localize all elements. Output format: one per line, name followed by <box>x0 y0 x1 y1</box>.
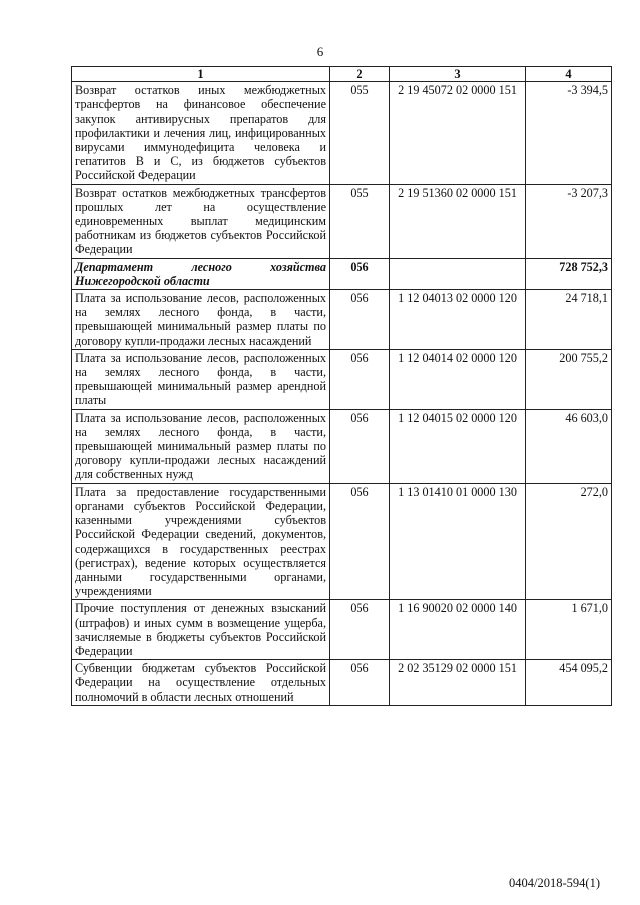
row-name: Плата за использование лесов, расположенных на землях лесного фонда, в части, превышающей минимальный размер платы по договору купли-продажи лесных насаждений <box>72 290 330 350</box>
row-amount: 200 755,2 <box>526 349 612 409</box>
document-id: 0404/2018-594(1) <box>509 876 600 890</box>
table-row <box>72 184 612 258</box>
row-head-code: 056 <box>330 660 390 706</box>
row-budget-code: 2 19 51360 02 0000 151 <box>390 184 526 258</box>
row-head-code: 056 <box>330 258 390 289</box>
row-amount: 272,0 <box>526 483 612 600</box>
department-row <box>72 258 612 289</box>
row-head-code: 055 <box>330 184 390 258</box>
row-budget-code <box>390 258 526 289</box>
row-amount: 24 718,1 <box>526 290 612 350</box>
table-row <box>72 82 612 184</box>
row-name: Плата за использование лесов, расположенных на землях лесного фонда, в части, превышающей минимальный размер арендной платы <box>72 349 330 409</box>
column-header-1: 1 <box>72 67 330 82</box>
table-row <box>72 409 612 483</box>
row-budget-code: 1 13 01410 01 0000 130 <box>390 483 526 600</box>
row-amount: 1 671,0 <box>526 600 612 660</box>
table-row <box>72 483 612 600</box>
table-row <box>72 600 612 660</box>
row-budget-code: 2 02 35129 02 0000 151 <box>390 660 526 706</box>
row-head-code: 056 <box>330 600 390 660</box>
row-amount: -3 394,5 <box>526 82 612 184</box>
row-head-code: 056 <box>330 290 390 350</box>
row-name: Субвенции бюджетам субъектов Российской Федерации на осуществление отдельных полномочий в области лесных отношений <box>72 660 330 706</box>
column-header-3: 3 <box>390 67 526 82</box>
department-name: Департамент лесного хозяйства Нижегородской области <box>72 258 330 289</box>
row-budget-code: 1 12 04014 02 0000 120 <box>390 349 526 409</box>
column-header-4: 4 <box>526 67 612 82</box>
row-budget-code: 2 19 45072 02 0000 151 <box>390 82 526 184</box>
row-name: Возврат остатков иных межбюджетных трансфертов на финансовое обеспечение закупок антивирусных препаратов для профилактики и лечения лиц, инфицированных вирусами иммунодефицита человека и гепатитов В и С, из бюджетов субъектов Российской Федерации <box>72 82 330 184</box>
row-amount: 454 095,2 <box>526 660 612 706</box>
table-row <box>72 290 612 350</box>
row-head-code: 056 <box>330 483 390 600</box>
table-header-row <box>72 67 612 82</box>
row-head-code: 055 <box>330 82 390 184</box>
row-budget-code: 1 16 90020 02 0000 140 <box>390 600 526 660</box>
row-head-code: 056 <box>330 349 390 409</box>
row-name: Прочие поступления от денежных взысканий (штрафов) и иных сумм в возмещение ущерба, зачисляемые в бюджеты субъектов Российской Федерации <box>72 600 330 660</box>
column-header-2: 2 <box>330 67 390 82</box>
department-total: 728 752,3 <box>526 258 612 289</box>
row-amount: -3 207,3 <box>526 184 612 258</box>
row-budget-code: 1 12 04015 02 0000 120 <box>390 409 526 483</box>
row-budget-code: 1 12 04013 02 0000 120 <box>390 290 526 350</box>
row-head-code: 056 <box>330 409 390 483</box>
row-name: Возврат остатков межбюджетных трансфертов прошлых лет на осуществление единовременных выплат медицинским работникам из бюджетов субъектов Российской Федерации <box>72 184 330 258</box>
budget-table <box>71 66 612 706</box>
row-name: Плата за использование лесов, расположенных на землях лесного фонда, в части, превышающей минимальный размер платы по договору купли-продажи лесных насаждений для собственных нужд <box>72 409 330 483</box>
row-amount: 46 603,0 <box>526 409 612 483</box>
page-number: 6 <box>316 44 324 59</box>
row-name: Плата за предоставление государственными органами субъектов Российской Федерации, казенными учреждениями субъектов Российской Федерации сведений, документов, содержащихся в государственных реестрах (регистрах), ведение которых осуществляется данными государственными органами, учреждениями <box>72 483 330 600</box>
table-row <box>72 660 612 706</box>
table-row <box>72 349 612 409</box>
